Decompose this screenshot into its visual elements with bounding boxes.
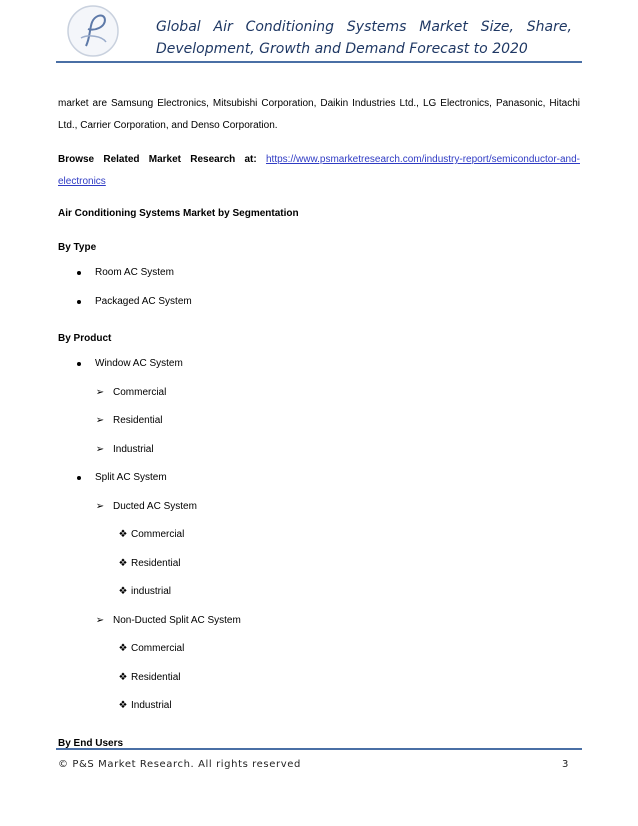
list-item [58, 442, 580, 471]
list-item-label: industrial [131, 586, 172, 597]
browse-related [58, 149, 580, 193]
list-item-label: Window AC System [95, 358, 183, 369]
list-item [58, 265, 580, 294]
title-word: Conditioning [245, 19, 335, 35]
page-number: 3 [562, 759, 569, 770]
title-word: Market [419, 19, 468, 35]
list-item [58, 356, 580, 385]
document-title [156, 16, 572, 60]
by-type-heading: By Type [58, 242, 97, 253]
header-divider [56, 61, 582, 63]
list-item-label: Commercial [131, 643, 185, 654]
list-item [58, 294, 580, 323]
page-content [58, 93, 580, 761]
diamond-bullet-icon: ❖ [118, 671, 128, 683]
list-item-label: Residential [113, 415, 163, 426]
title-word: Share, [526, 19, 572, 35]
arrow-bullet-icon: ➢ [95, 443, 105, 455]
list-item-label: Residential [131, 671, 181, 683]
title-line-2: Development, Growth and Demand Forecast to 2020 [156, 41, 528, 57]
list-item-label: Industrial [131, 700, 172, 711]
diamond-bullet-icon: ❖ [118, 586, 128, 597]
list-item [58, 670, 580, 699]
copyright-notice: © P&S Market Research. All rights reserved [58, 759, 301, 770]
list-item-label: Packaged AC System [95, 295, 192, 307]
list-item-label: Industrial [113, 443, 154, 455]
bullet-icon [72, 294, 86, 310]
title-word: Air [213, 19, 233, 35]
browse-label: Browse Related Market Research at: [58, 154, 257, 165]
bullet-icon [72, 470, 86, 486]
arrow-bullet-icon: ➢ [95, 614, 105, 626]
company-logo [66, 4, 120, 58]
footer-divider [56, 748, 582, 750]
diamond-bullet-icon: ❖ [118, 700, 128, 711]
list-item-label: Commercial [113, 386, 167, 398]
list-item-label: Split AC System [95, 472, 167, 483]
list-item-label: Room AC System [95, 267, 174, 278]
list-item [58, 413, 580, 442]
list-item [58, 556, 580, 585]
by-end-users-heading: By End Users [58, 737, 124, 749]
arrow-bullet-icon: ➢ [95, 386, 105, 398]
segmentation-heading: Air Conditioning Systems Market by Segmentation [58, 208, 299, 219]
list-item-label: Residential [131, 557, 181, 569]
bullet-icon [72, 356, 86, 372]
bullet-icon [72, 265, 86, 281]
list-item [58, 698, 580, 727]
list-item [58, 641, 580, 670]
arrow-bullet-icon: ➢ [95, 415, 105, 426]
list-item-label: Non-Ducted Split AC System [113, 614, 241, 626]
list-item [58, 527, 580, 556]
list-item [58, 470, 580, 499]
list-item [58, 613, 580, 642]
list-item-label: Commercial [131, 529, 185, 540]
related-research-link[interactable]: https://www.psmarketresearch.com/industry-report/semiconductor-and-electronics [58, 154, 580, 187]
arrow-bullet-icon: ➢ [95, 500, 105, 512]
diamond-bullet-icon: ❖ [118, 643, 128, 654]
list-item [58, 385, 580, 414]
diamond-bullet-icon: ❖ [118, 529, 128, 540]
title-word: Size, [480, 19, 514, 35]
list-item [58, 499, 580, 528]
title-word: Systems [346, 19, 407, 35]
title-word: Global [156, 19, 201, 35]
by-product-heading: By Product [58, 333, 112, 344]
intro-paragraph: market are Samsung Electronics, Mitsubishi Corporation, Daikin Industries Ltd., LG Electronics, Panasonic, Hitachi Ltd., Carrier Corporation, and Denso Corporation. [58, 98, 580, 131]
list-item-label: Ducted AC System [113, 500, 197, 512]
diamond-bullet-icon: ❖ [118, 557, 128, 569]
list-item [58, 584, 580, 613]
